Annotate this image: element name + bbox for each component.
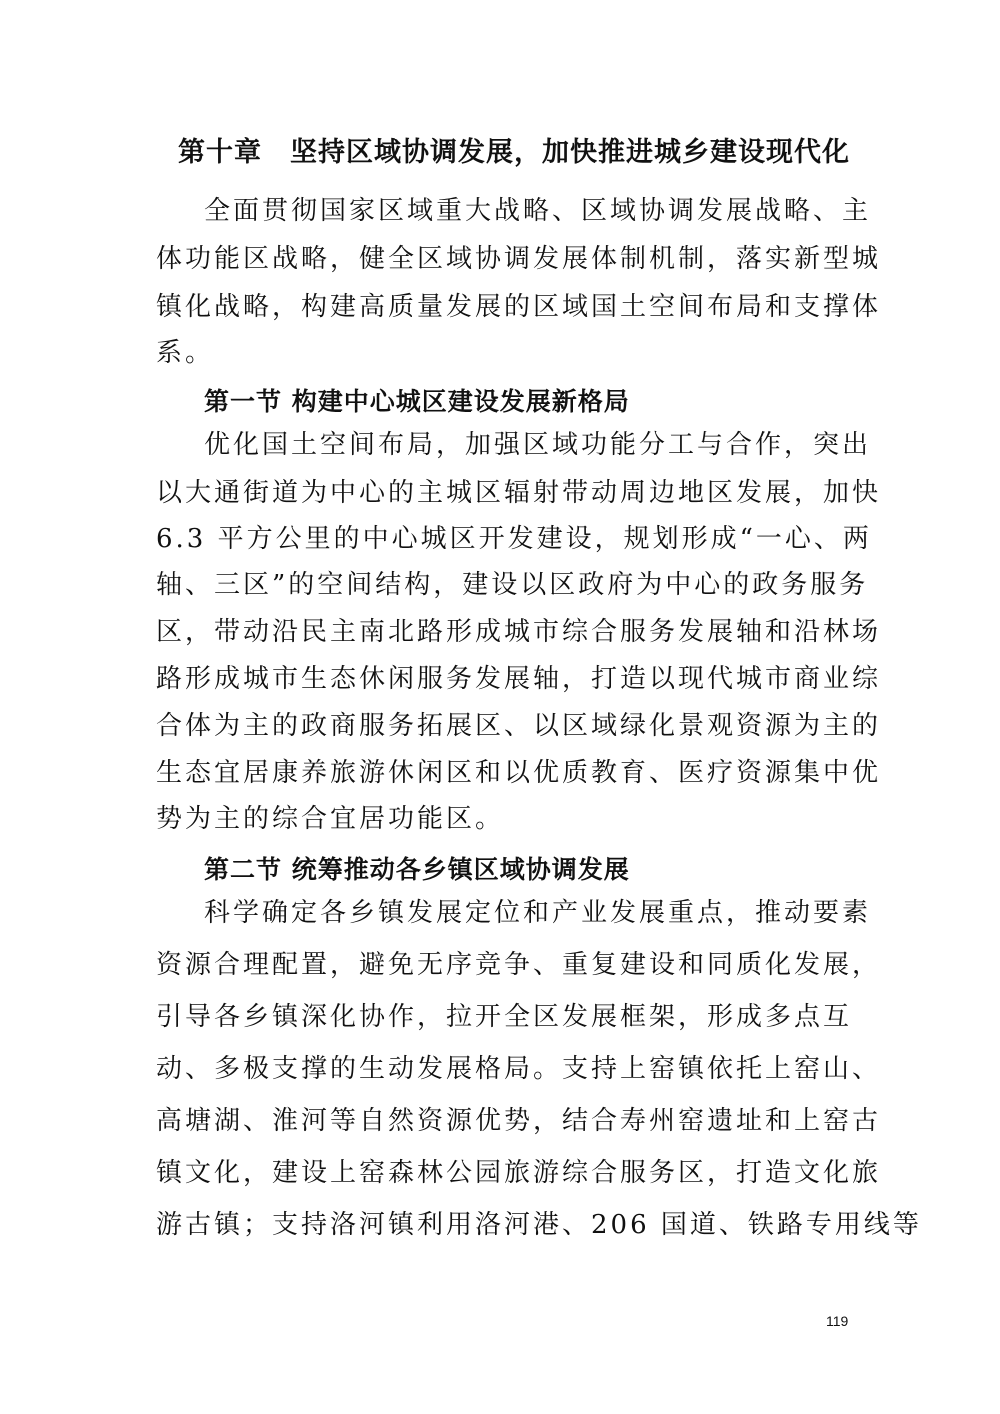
text-line: 体功能区战略，健全区域协调发展体制机制，落实新型城 [156, 244, 882, 274]
text-line: 优化国土空间布局，加强区域功能分工与合作，突出 [204, 430, 872, 460]
page-number: 119 [826, 1313, 849, 1329]
text-line: 系。 [156, 338, 215, 368]
text-line: 6.3 平方公里的中心城区开发建设，规划形成“一心、两 [156, 524, 872, 554]
text-line: 资源合理配置，避免无序竞争、重复建设和同质化发展， [156, 950, 882, 980]
text-line: 镇化战略，构建高质量发展的区域国土空间布局和支撑体 [156, 292, 882, 322]
section-heading-1: 第一节 构建中心城区建设发展新格局 [204, 387, 630, 416]
text-line: 游古镇；支持洛河镇利用洛河港、206 国道、铁路专用线等 [156, 1210, 922, 1240]
text-line: 势为主的综合宜居功能区。 [156, 804, 505, 834]
text-line: 动、多极支撑的生动发展格局。支持上窑镇依托上窑山、 [156, 1054, 882, 1084]
text-line: 科学确定各乡镇发展定位和产业发展重点，推动要素 [204, 898, 872, 928]
text-line: 区，带动沿民主南北路形成城市综合服务发展轴和沿林场 [156, 617, 882, 647]
text-line: 引导各乡镇深化协作，拉开全区发展框架，形成多点互 [156, 1002, 853, 1032]
chapter-title: 第十章 坚持区域协调发展，加快推进城乡建设现代化 [178, 137, 850, 168]
section-heading-2: 第二节 统筹推动各乡镇区域协调发展 [204, 855, 630, 884]
text-line: 高塘湖、淮河等自然资源优势，结合寿州窑遗址和上窑古 [156, 1106, 882, 1136]
text-line: 路形成城市生态休闲服务发展轴，打造以现代城市商业综 [156, 664, 882, 694]
text-line: 全面贯彻国家区域重大战略、区域协调发展战略、主 [204, 196, 872, 226]
text-line: 生态宜居康养旅游休闲区和以优质教育、医疗资源集中优 [156, 758, 882, 788]
text-line: 镇文化，建设上窑森林公园旅游综合服务区，打造文化旅 [156, 1158, 882, 1188]
text-line: 以大通街道为中心的主城区辐射带动周边地区发展，加快 [156, 478, 882, 508]
text-line: 轴、三区”的空间结构，建设以区政府为中心的政务服务 [156, 570, 869, 600]
text-line: 合体为主的政商服务拓展区、以区域绿化景观资源为主的 [156, 711, 882, 741]
